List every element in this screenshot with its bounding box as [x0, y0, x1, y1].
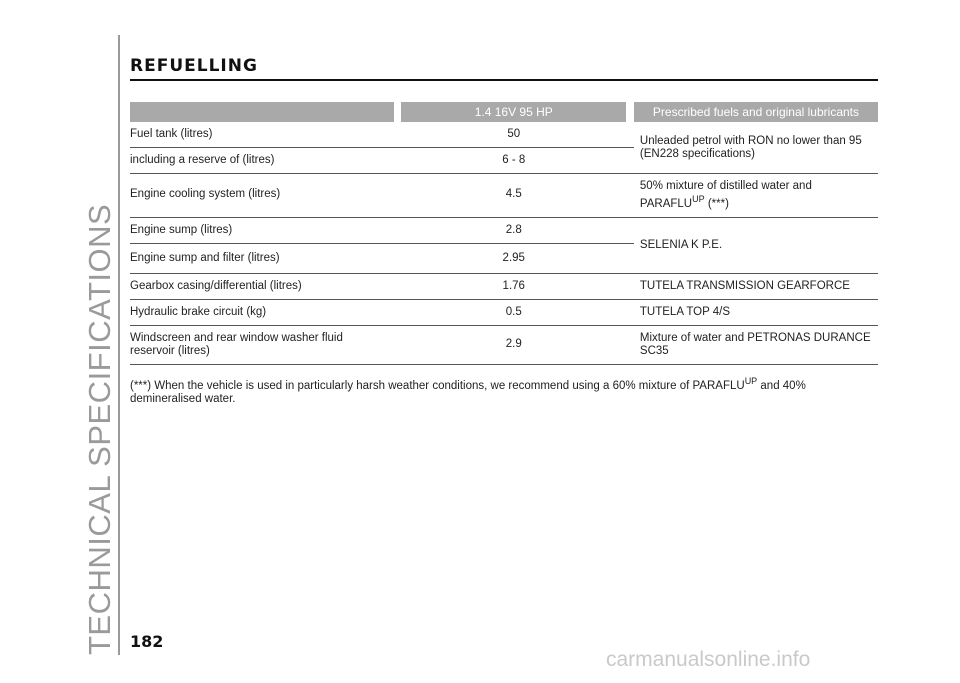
- row-label: Gearbox casing/differential (litres): [130, 273, 394, 299]
- row-label: Hydraulic brake circuit (kg): [130, 299, 394, 325]
- row-value: 1.76: [401, 273, 626, 299]
- table-row: [130, 273, 878, 299]
- footnote-superscript: UP: [744, 376, 758, 386]
- header-empty: [130, 102, 394, 122]
- row-value: 2.95: [401, 243, 626, 273]
- cooling-spec: [634, 174, 878, 218]
- row-label: Windscreen and rear window washer fluid reservoir (litres): [130, 325, 394, 364]
- row-value: 6 - 8: [401, 148, 626, 174]
- paraflu-superscript: UP: [692, 194, 705, 204]
- row-value: 2.8: [401, 217, 626, 243]
- row-value: 4.5: [401, 174, 626, 218]
- header-engine: 1.4 16V 95 HP: [401, 102, 626, 122]
- footnote-text-end: and 40% demineralised water.: [130, 379, 806, 405]
- table-header-row: [130, 102, 878, 122]
- washer-spec: Mixture of water and PETRONAS DURANCE SC35: [634, 325, 878, 364]
- page-heading: REFUELLING: [130, 56, 878, 81]
- table-row: [130, 217, 878, 243]
- sump-spec: SELENIA K P.E.: [634, 217, 878, 273]
- watermark: carmanualsonline.info: [606, 648, 811, 671]
- refuelling-table: [130, 102, 878, 365]
- row-label: Fuel tank (litres): [130, 122, 394, 148]
- row-label: including a reserve of (litres): [130, 148, 394, 174]
- footnote: [130, 375, 878, 406]
- page-number: 182: [130, 632, 164, 651]
- gearbox-spec: TUTELA TRANSMISSION GEARFORCE: [634, 273, 878, 299]
- table-row: [130, 122, 878, 148]
- row-label: Engine sump (litres): [130, 217, 394, 243]
- section-side-title: TECHNICAL SPECIFICATIONS: [80, 35, 120, 655]
- row-label: Engine sump and filter (litres): [130, 243, 394, 273]
- row-value: 0.5: [401, 299, 626, 325]
- brake-spec: TUTELA TOP 4/S: [634, 299, 878, 325]
- table-row: [130, 299, 878, 325]
- row-value: 2.9: [401, 325, 626, 364]
- footnote-text: (***) When the vehicle is used in particularly harsh weather conditions, we recommend using a 60% mixture of PARAFLU: [130, 379, 745, 392]
- row-value: 50: [401, 122, 626, 148]
- table-row: [130, 325, 878, 364]
- table-row: [130, 174, 878, 218]
- row-label: Engine cooling system (litres): [130, 174, 394, 218]
- header-fuels: Prescribed fuels and original lubricants: [634, 102, 878, 122]
- fuel-tank-spec: Unleaded petrol with RON no lower than 95 (EN228 specifications): [634, 122, 878, 174]
- cooling-spec-note: (***): [704, 197, 729, 210]
- cooling-spec-text: 50% mixture of distilled water and PARAFLU: [639, 180, 812, 210]
